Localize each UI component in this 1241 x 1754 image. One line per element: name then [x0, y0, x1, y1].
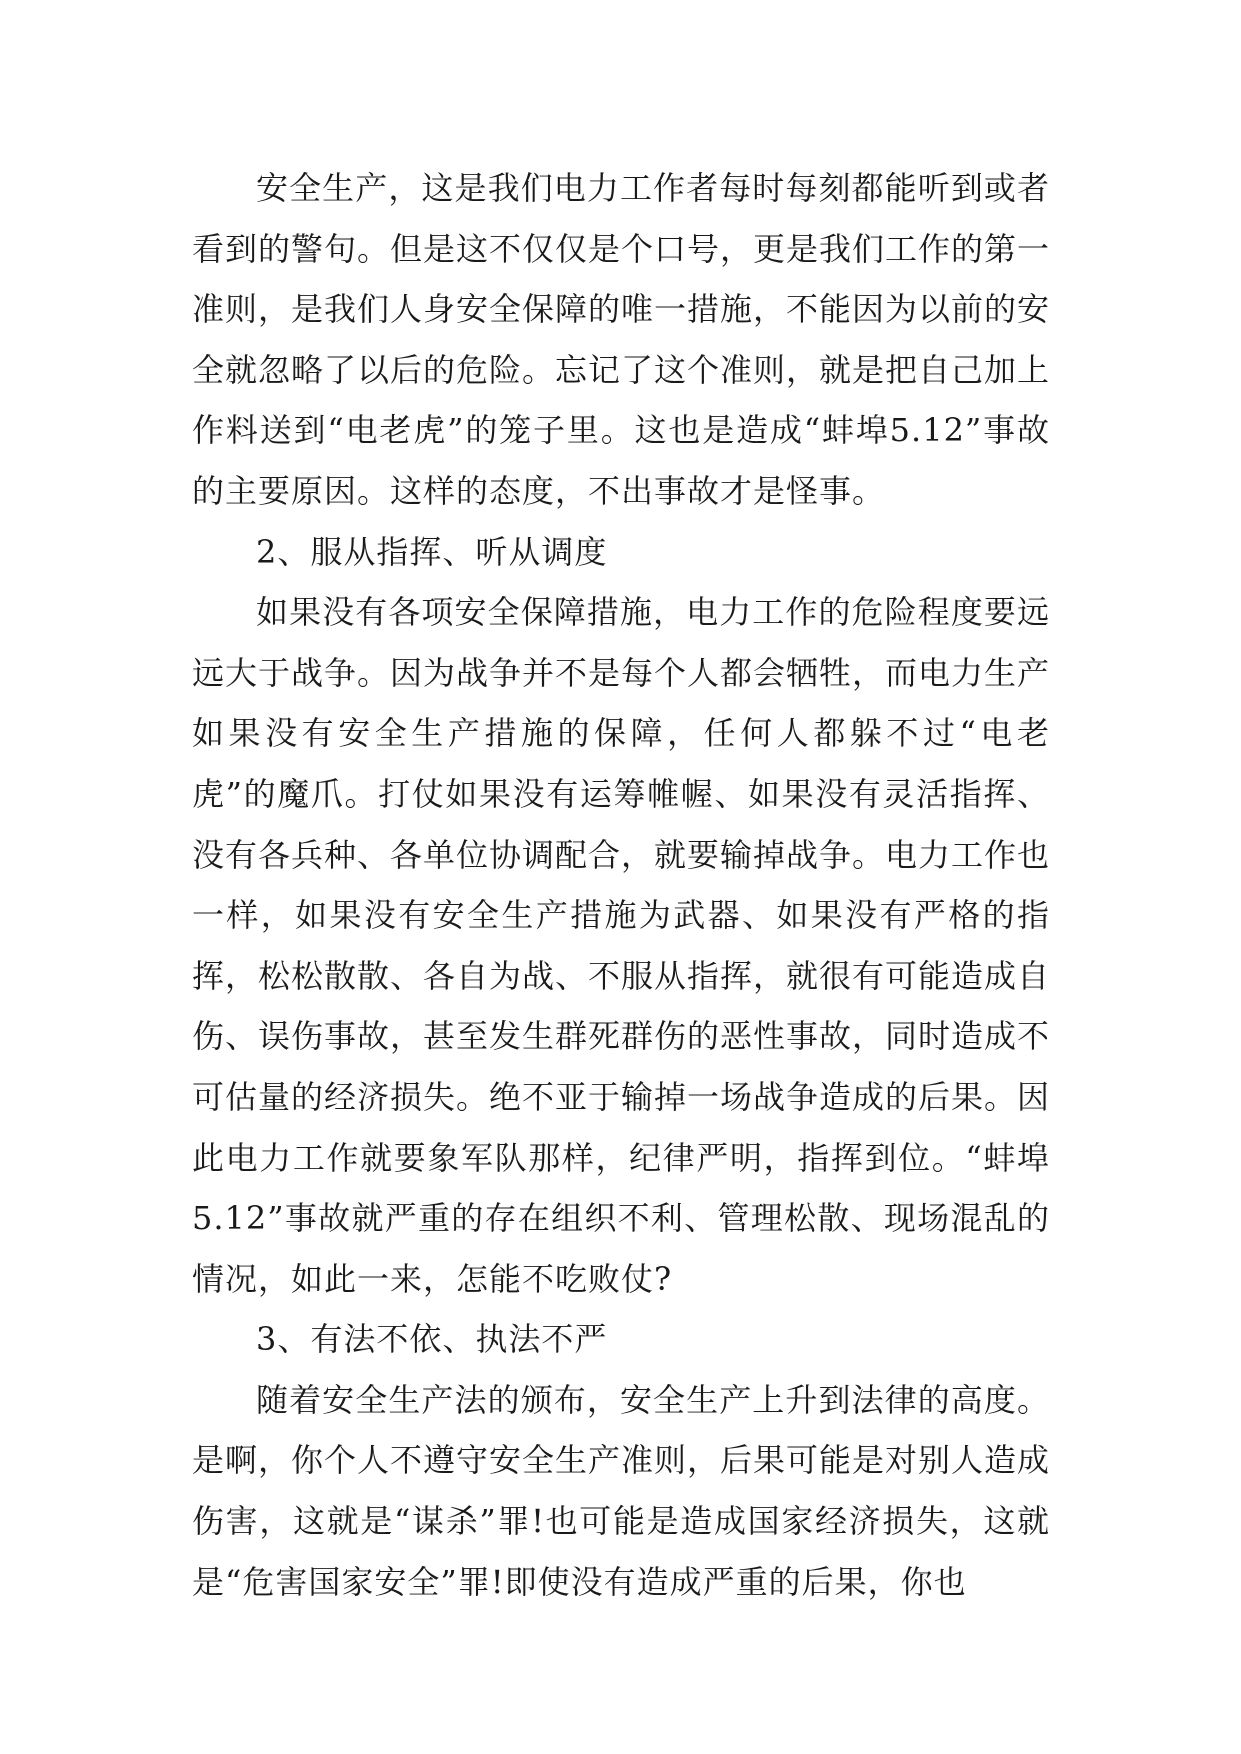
paragraph-safety-production: 安全生产，这是我们电力工作者每时每刻都能听到或者看到的警句。但是这不仅仅是个口号，更是我们工作的第一准则，是我们人身安全保障的唯一措施，不能因为以前的安全就忽略了以后的危险。忘记了这个准则，就是把自己加上作料送到“电老虎”的笼子里。这也是造成“蚌埠5.12”事故的主要原因。这样的态度，不出事故才是怪事。 — [192, 169, 1051, 510]
document-body — [192, 158, 1050, 1612]
section-heading-obey-command: 2、服从指挥、听从调度 — [256, 532, 608, 571]
section-heading-law-enforcement: 3、有法不依、执法不严 — [256, 1320, 608, 1359]
paragraph-command-dispatch: 如果没有各项安全保障措施，电力工作的危险程度要远远大于战争。因为战争并不是每个人都会牺牲，而电力生产如果没有安全生产措施的保障，任何人都躲不过“电老虎”的魔爪。打仗如果没有运筹帷幄、如果没有灵活指挥、没有各兵种、各单位协调配合，就要输掉战争。电力工作也一样，如果没有安全生产措施为武器、如果没有严格的指挥，松松散散、各自为战、不服从指挥，就很有可能造成自伤、误伤事故，甚至发生群死群伤的恶性事故，同时造成不可估量的经济损失。绝不亚于输掉一场战争造成的后果。因此电力工作就要象军队那样，纪律严明，指挥到位。“蚌埠5.12”事故就严重的存在组织不利、管理松散、现场混乱的情况，如此一来，怎能不吃败仗? — [192, 593, 1051, 1298]
paragraph-safety-law: 随着安全生产法的颁布，安全生产上升到法律的高度。是啊，你个人不遵守安全生产准则，后果可能是对别人造成伤害，这就是“谋杀”罪!也可能是造成国家经济损失，这就是“危害国家安全”罪!即使没有造成严重的后果，你也 — [192, 1380, 1051, 1601]
